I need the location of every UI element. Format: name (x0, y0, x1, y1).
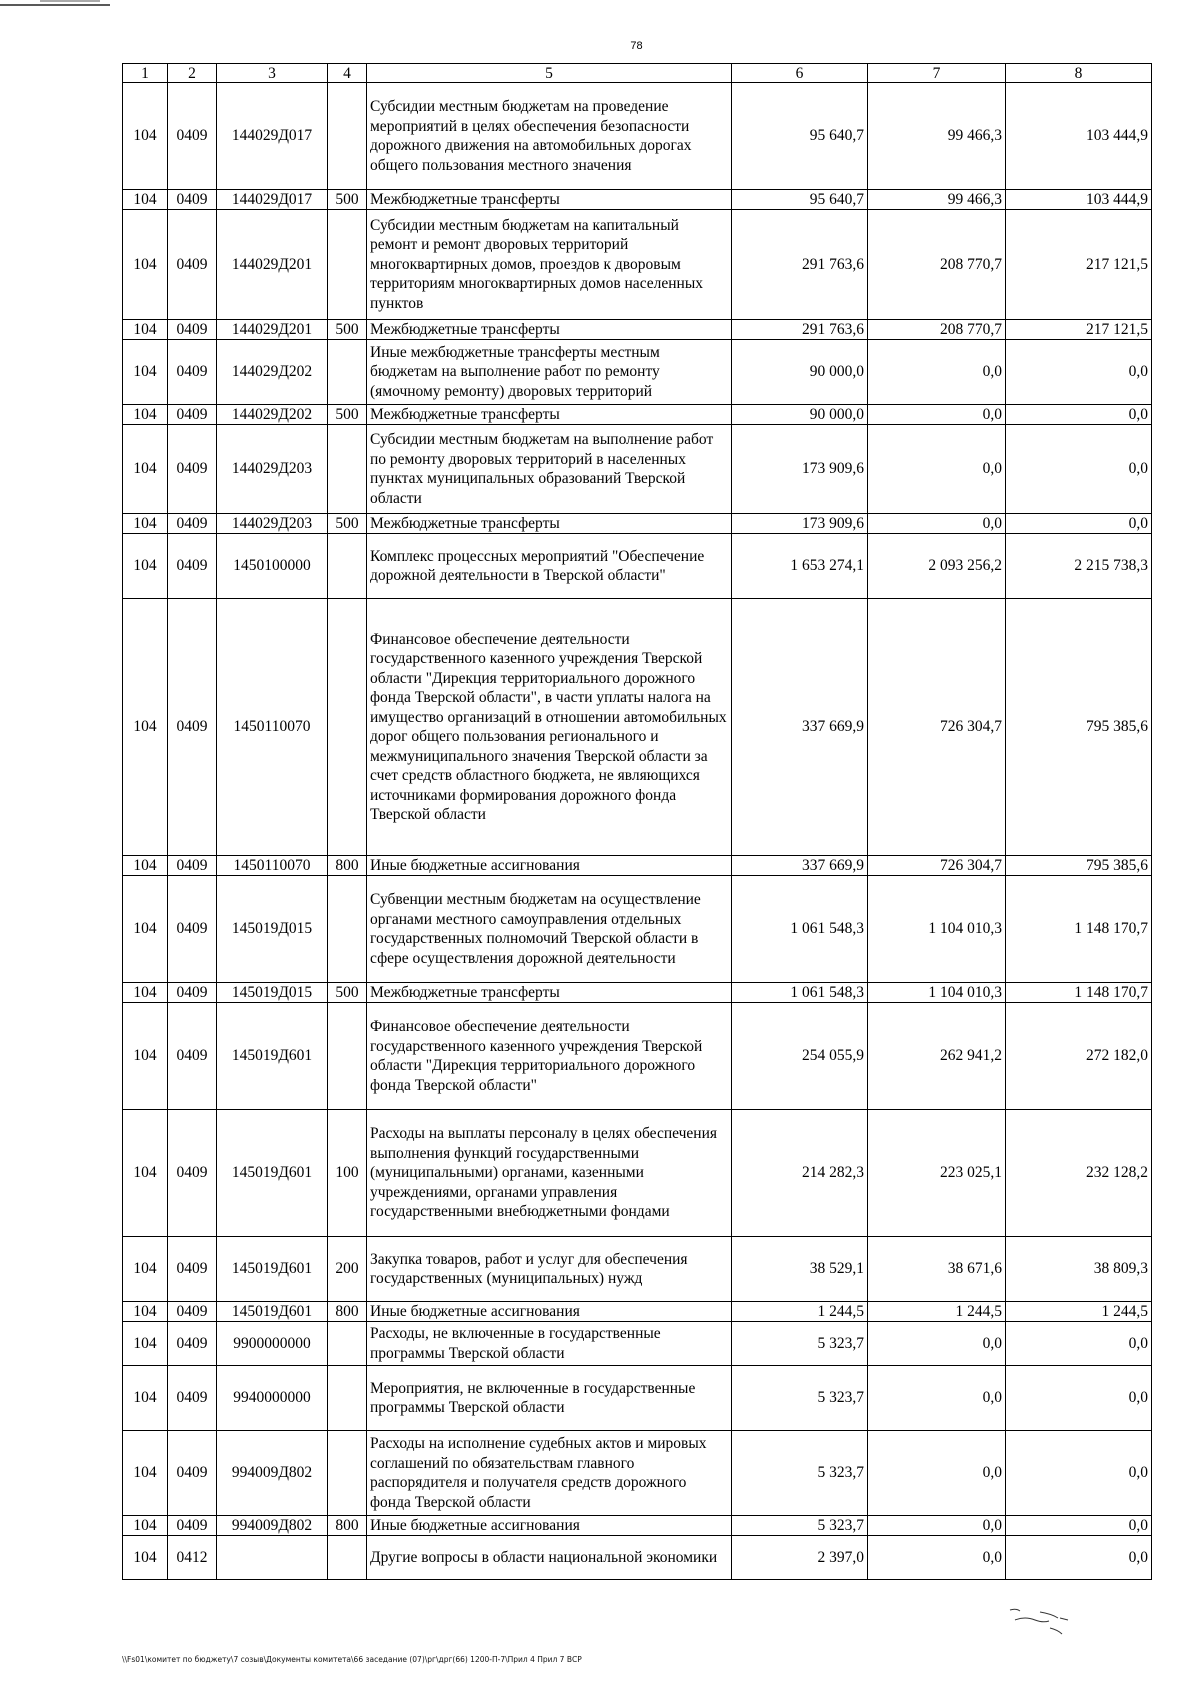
amount-year-1: 1 061 548,3 (732, 876, 868, 983)
item-description: Межбюджетные трансферты (367, 983, 732, 1003)
target-article-code: 1450100000 (217, 534, 328, 599)
section-code: 0409 (168, 534, 217, 599)
amount-year-3: 0,0 (1006, 1516, 1152, 1536)
target-article-code (217, 1536, 328, 1580)
expense-kind-code: 500 (328, 405, 367, 425)
amount-year-3: 1 148 170,7 (1006, 983, 1152, 1003)
expense-kind-code: 800 (328, 856, 367, 876)
amount-year-1: 90 000,0 (732, 405, 868, 425)
amount-year-3: 795 385,6 (1006, 599, 1152, 856)
table-row (123, 1516, 1152, 1536)
amount-year-3: 38 809,3 (1006, 1237, 1152, 1302)
ministry-code: 104 (123, 340, 168, 405)
table-row (123, 599, 1152, 856)
table-row (123, 1110, 1152, 1237)
section-code: 0409 (168, 1302, 217, 1322)
handwritten-mark (1010, 1609, 1068, 1634)
expense-kind-code (328, 340, 367, 405)
target-article-code: 9900000000 (217, 1322, 328, 1366)
amount-year-1: 1 244,5 (732, 1302, 868, 1322)
ministry-code: 104 (123, 320, 168, 340)
column-header: 1 (123, 64, 168, 83)
amount-year-1: 2 397,0 (732, 1536, 868, 1580)
section-code: 0409 (168, 876, 217, 983)
expense-kind-code (328, 1003, 367, 1110)
ministry-code: 104 (123, 1302, 168, 1322)
item-description: Субвенции местным бюджетам на осуществление органами местного самоуправления отдельных государственных полномочий Тверской области в сфере осуществления дорожной деятельности (367, 876, 732, 983)
item-description: Межбюджетные трансферты (367, 514, 732, 534)
section-code: 0409 (168, 320, 217, 340)
amount-year-3: 217 121,5 (1006, 320, 1152, 340)
item-description: Комплекс процессных мероприятий "Обеспечение дорожной деятельности в Тверской области" (367, 534, 732, 599)
amount-year-1: 1 653 274,1 (732, 534, 868, 599)
item-description: Межбюджетные трансферты (367, 405, 732, 425)
section-code: 0409 (168, 1110, 217, 1237)
target-article-code: 145019Д015 (217, 876, 328, 983)
item-description: Мероприятия, не включенные в государственные программы Тверской области (367, 1366, 732, 1431)
expense-kind-code: 200 (328, 1237, 367, 1302)
section-code: 0409 (168, 1237, 217, 1302)
target-article-code: 145019Д601 (217, 1237, 328, 1302)
expense-kind-code (328, 83, 367, 190)
ministry-code: 104 (123, 876, 168, 983)
ministry-code: 104 (123, 190, 168, 210)
target-article-code: 144029Д203 (217, 514, 328, 534)
amount-year-2: 208 770,7 (868, 210, 1006, 320)
amount-year-2: 2 093 256,2 (868, 534, 1006, 599)
amount-year-3: 0,0 (1006, 405, 1152, 425)
table-row (123, 320, 1152, 340)
column-header: 5 (367, 64, 732, 83)
table-row (123, 514, 1152, 534)
expense-kind-code: 500 (328, 514, 367, 534)
expense-kind-code: 500 (328, 983, 367, 1003)
amount-year-1: 95 640,7 (732, 83, 868, 190)
amount-year-2: 0,0 (868, 1322, 1006, 1366)
ministry-code: 104 (123, 599, 168, 856)
amount-year-3: 0,0 (1006, 1322, 1152, 1366)
item-description: Иные бюджетные ассигнования (367, 1302, 732, 1322)
amount-year-3: 2 215 738,3 (1006, 534, 1152, 599)
ministry-code: 104 (123, 83, 168, 190)
section-code: 0409 (168, 1003, 217, 1110)
amount-year-2: 223 025,1 (868, 1110, 1006, 1237)
target-article-code: 144029Д202 (217, 405, 328, 425)
expense-kind-code: 100 (328, 1110, 367, 1237)
amount-year-2: 0,0 (868, 514, 1006, 534)
table-row (123, 425, 1152, 514)
footer-file-path: \\Fs01\комитет по бюджету\7 созыв\Документы комитета\66 заседание (07)\рг\дрг(66) 1200-П-7\Прил 4 Прил 7 ВСР (122, 1655, 582, 1664)
ministry-code: 104 (123, 983, 168, 1003)
section-code: 0409 (168, 210, 217, 320)
section-code: 0409 (168, 340, 217, 405)
table-row (123, 83, 1152, 190)
amount-year-1: 214 282,3 (732, 1110, 868, 1237)
expense-kind-code (328, 1366, 367, 1431)
expense-kind-code: 800 (328, 1516, 367, 1536)
amount-year-1: 173 909,6 (732, 514, 868, 534)
item-description: Финансовое обеспечение деятельности государственного казенного учреждения Тверской области "Дирекция территориального дорожного фонда Тверской области" (367, 1003, 732, 1110)
column-header: 4 (328, 64, 367, 83)
expense-kind-code (328, 1322, 367, 1366)
section-code: 0409 (168, 983, 217, 1003)
expense-kind-code (328, 599, 367, 856)
amount-year-2: 0,0 (868, 340, 1006, 405)
table-row (123, 1237, 1152, 1302)
amount-year-1: 1 061 548,3 (732, 983, 868, 1003)
item-description: Межбюджетные трансферты (367, 190, 732, 210)
column-header: 6 (732, 64, 868, 83)
section-code: 0409 (168, 856, 217, 876)
item-description: Финансовое обеспечение деятельности государственного казенного учреждения Тверской области "Дирекция территориального дорожного фонда Тверской области", в части уплаты налога на имущество организаций в отношении автомобильных дорог общего пользования регионального и межмуниципального значения Тверской области за счет средств областного бюджета, не являющихся источниками формирования дорожного фонда Тверской области (367, 599, 732, 856)
amount-year-2: 726 304,7 (868, 599, 1006, 856)
table-row (123, 983, 1152, 1003)
section-code: 0409 (168, 425, 217, 514)
amount-year-1: 5 323,7 (732, 1322, 868, 1366)
ministry-code: 104 (123, 405, 168, 425)
ministry-code: 104 (123, 514, 168, 534)
item-description: Другие вопросы в области национальной экономики (367, 1536, 732, 1580)
amount-year-3: 0,0 (1006, 340, 1152, 405)
amount-year-1: 173 909,6 (732, 425, 868, 514)
amount-year-3: 0,0 (1006, 425, 1152, 514)
amount-year-1: 291 763,6 (732, 210, 868, 320)
target-article-code: 994009Д802 (217, 1431, 328, 1516)
ministry-code: 104 (123, 1322, 168, 1366)
amount-year-3: 217 121,5 (1006, 210, 1152, 320)
ministry-code: 104 (123, 1516, 168, 1536)
amount-year-1: 337 669,9 (732, 856, 868, 876)
amount-year-1: 337 669,9 (732, 599, 868, 856)
expense-kind-code (328, 425, 367, 514)
section-code: 0409 (168, 1322, 217, 1366)
amount-year-1: 38 529,1 (732, 1237, 868, 1302)
expense-kind-code (328, 534, 367, 599)
target-article-code: 145019Д601 (217, 1302, 328, 1322)
table-row (123, 1536, 1152, 1580)
amount-year-3: 232 128,2 (1006, 1110, 1152, 1237)
amount-year-3: 103 444,9 (1006, 190, 1152, 210)
item-description: Расходы на выплаты персоналу в целях обеспечения выполнения функций государственными (муниципальными) органами, казенными учреждениями, органами управления государственными внебюджетными фондами (367, 1110, 732, 1237)
target-article-code: 145019Д601 (217, 1003, 328, 1110)
target-article-code: 144029Д017 (217, 83, 328, 190)
table-row (123, 876, 1152, 983)
column-header: 8 (1006, 64, 1152, 83)
amount-year-1: 5 323,7 (732, 1366, 868, 1431)
ministry-code: 104 (123, 210, 168, 320)
budget-allocation-table (122, 63, 1152, 1580)
amount-year-1: 291 763,6 (732, 320, 868, 340)
item-description: Закупка товаров, работ и услуг для обеспечения государственных (муниципальных) нужд (367, 1237, 732, 1302)
ministry-code: 104 (123, 1431, 168, 1516)
table-row (123, 340, 1152, 405)
item-description: Иные бюджетные ассигнования (367, 1516, 732, 1536)
target-article-code: 144029Д203 (217, 425, 328, 514)
expense-kind-code (328, 1536, 367, 1580)
expense-kind-code (328, 1431, 367, 1516)
amount-year-2: 99 466,3 (868, 83, 1006, 190)
amount-year-1: 90 000,0 (732, 340, 868, 405)
ministry-code: 104 (123, 425, 168, 514)
section-code: 0409 (168, 514, 217, 534)
target-article-code: 145019Д015 (217, 983, 328, 1003)
amount-year-2: 1 104 010,3 (868, 983, 1006, 1003)
ministry-code: 104 (123, 534, 168, 599)
amount-year-3: 1 148 170,7 (1006, 876, 1152, 983)
section-code: 0409 (168, 1516, 217, 1536)
item-description: Иные бюджетные ассигнования (367, 856, 732, 876)
amount-year-3: 795 385,6 (1006, 856, 1152, 876)
amount-year-3: 0,0 (1006, 1536, 1152, 1580)
expense-kind-code: 800 (328, 1302, 367, 1322)
amount-year-2: 99 466,3 (868, 190, 1006, 210)
section-code: 0412 (168, 1536, 217, 1580)
page-number: 78 (630, 40, 643, 52)
section-code: 0409 (168, 1366, 217, 1431)
ministry-code: 104 (123, 1110, 168, 1237)
target-article-code: 994009Д802 (217, 1516, 328, 1536)
table-row (123, 210, 1152, 320)
amount-year-3: 1 244,5 (1006, 1302, 1152, 1322)
ministry-code: 104 (123, 1366, 168, 1431)
target-article-code: 144029Д202 (217, 340, 328, 405)
amount-year-3: 0,0 (1006, 514, 1152, 534)
expense-kind-code: 500 (328, 190, 367, 210)
target-article-code: 144029Д201 (217, 320, 328, 340)
item-description: Субсидии местным бюджетам на проведение мероприятий в целях обеспечения безопасности дорожного движения на автомобильных дорогах общего пользования местного значения (367, 83, 732, 190)
table-row (123, 1003, 1152, 1110)
section-code: 0409 (168, 405, 217, 425)
target-article-code: 145019Д601 (217, 1110, 328, 1237)
amount-year-2: 0,0 (868, 1516, 1006, 1536)
amount-year-1: 95 640,7 (732, 190, 868, 210)
amount-year-3: 0,0 (1006, 1366, 1152, 1431)
amount-year-2: 0,0 (868, 405, 1006, 425)
amount-year-2: 208 770,7 (868, 320, 1006, 340)
section-code: 0409 (168, 1431, 217, 1516)
item-description: Иные межбюджетные трансферты местным бюджетам на выполнение работ по ремонту (ямочному ремонту) дворовых территорий (367, 340, 732, 405)
amount-year-2: 262 941,2 (868, 1003, 1006, 1110)
item-description: Межбюджетные трансферты (367, 320, 732, 340)
target-article-code: 1450110070 (217, 599, 328, 856)
section-code: 0409 (168, 599, 217, 856)
item-description: Расходы, не включенные в государственные программы Тверской области (367, 1322, 732, 1366)
amount-year-2: 0,0 (868, 1536, 1006, 1580)
column-header: 2 (168, 64, 217, 83)
amount-year-3: 0,0 (1006, 1431, 1152, 1516)
expense-kind-code: 500 (328, 320, 367, 340)
table-row (123, 1302, 1152, 1322)
column-header: 7 (868, 64, 1006, 83)
item-description: Субсидии местным бюджетам на капитальный ремонт и ремонт дворовых территорий многоквартирных домов, проездов к дворовым территориям многоквартирных домов населенных пунктов (367, 210, 732, 320)
header-row (123, 64, 1152, 83)
ministry-code: 104 (123, 856, 168, 876)
amount-year-2: 0,0 (868, 425, 1006, 514)
amount-year-2: 1 104 010,3 (868, 876, 1006, 983)
table-row (123, 856, 1152, 876)
item-description: Расходы на исполнение судебных актов и мировых соглашений по обязательствам главного распорядителя и получателя средств дорожного фонда Тверской области (367, 1431, 732, 1516)
target-article-code: 144029Д017 (217, 190, 328, 210)
amount-year-3: 272 182,0 (1006, 1003, 1152, 1110)
section-code: 0409 (168, 190, 217, 210)
target-article-code: 1450110070 (217, 856, 328, 876)
ministry-code: 104 (123, 1536, 168, 1580)
table-row (123, 190, 1152, 210)
column-header: 3 (217, 64, 328, 83)
target-article-code: 144029Д201 (217, 210, 328, 320)
amount-year-2: 0,0 (868, 1366, 1006, 1431)
amount-year-1: 254 055,9 (732, 1003, 868, 1110)
amount-year-1: 5 323,7 (732, 1516, 868, 1536)
ministry-code: 104 (123, 1237, 168, 1302)
expense-kind-code (328, 210, 367, 320)
table-row (123, 1431, 1152, 1516)
amount-year-2: 0,0 (868, 1431, 1006, 1516)
table-row (123, 534, 1152, 599)
item-description: Субсидии местным бюджетам на выполнение работ по ремонту дворовых территорий в населенных пунктах муниципальных образований Тверской области (367, 425, 732, 514)
expense-kind-code (328, 876, 367, 983)
section-code: 0409 (168, 83, 217, 190)
amount-year-3: 103 444,9 (1006, 83, 1152, 190)
ministry-code: 104 (123, 1003, 168, 1110)
amount-year-2: 726 304,7 (868, 856, 1006, 876)
amount-year-2: 1 244,5 (868, 1302, 1006, 1322)
amount-year-2: 38 671,6 (868, 1237, 1006, 1302)
target-article-code: 9940000000 (217, 1366, 328, 1431)
amount-year-1: 5 323,7 (732, 1431, 868, 1516)
table-row (123, 1366, 1152, 1431)
table-row (123, 405, 1152, 425)
table-row (123, 1322, 1152, 1366)
